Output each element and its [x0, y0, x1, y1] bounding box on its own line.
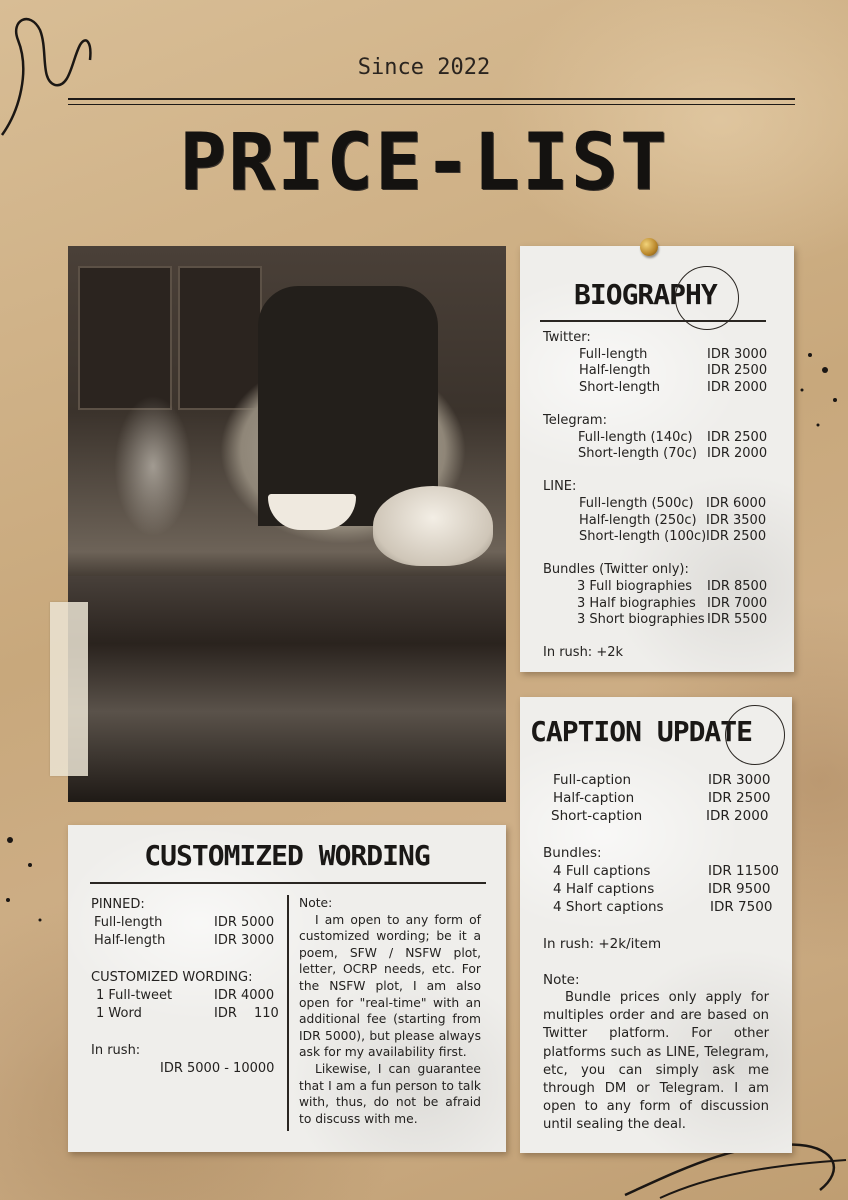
- vintage-cafe-photo: [68, 246, 506, 802]
- ink-splatter-right: [790, 330, 848, 450]
- biography-price: IDR 2500: [707, 363, 768, 379]
- pinned-label: PINNED:: [91, 897, 145, 912]
- caption-price: IDR 2000: [706, 808, 769, 825]
- biography-item: Short-length (100c): [579, 529, 707, 545]
- customized-wording-card: [68, 825, 506, 1152]
- masking-tape: [50, 602, 88, 776]
- bundles-label: Bundles:: [543, 844, 602, 861]
- biography-item: 3 Half biographies: [577, 595, 696, 611]
- circle-doodle: [725, 705, 785, 765]
- biography-item: Short-length (70c): [578, 446, 697, 462]
- caption-price: IDR 2500: [708, 790, 771, 807]
- header-rule-thin: [68, 104, 795, 105]
- caption-update-card: [520, 697, 792, 1153]
- biography-item: 3 Short biographies: [577, 612, 705, 628]
- caption-item: Full-caption: [553, 772, 632, 788]
- caption-update-title: CAPTION UPDATE: [530, 715, 753, 748]
- biography-price: IDR 2000: [707, 379, 768, 395]
- wording-note: [299, 895, 481, 1127]
- bundle-item: 4 Full captions: [553, 862, 651, 879]
- caption-note-text: Bundle prices only apply for multiples order and are based on Twitter platform. For other platforms such as LINE, Telegram, etc, you can simply ask me through DM or Telegram. I am open to any form of discussion until sealing the deal.: [543, 990, 769, 1133]
- biography-price: IDR 5500: [707, 612, 768, 628]
- push-pin: [640, 238, 658, 256]
- biography-price: IDR 6000: [706, 495, 767, 511]
- biography-price: IDR 3000: [707, 346, 768, 362]
- biography-group-label: Telegram:: [543, 412, 607, 428]
- bundle-price: IDR 9500: [708, 881, 771, 898]
- caption-price: IDR 3000: [708, 772, 771, 788]
- rush-label: In rush:: [91, 1042, 141, 1058]
- customized-wording-title: CUSTOMIZED WORDING: [144, 839, 430, 872]
- biography-rule: [540, 320, 766, 322]
- custom-price-prefix: IDR: [214, 1006, 237, 1022]
- pinned-item: Half-length: [94, 933, 166, 949]
- biography-item: Full-length (140c): [578, 429, 693, 445]
- custom-label: CUSTOMIZED WORDING:: [91, 969, 253, 985]
- wording-price-list: [91, 896, 281, 1078]
- wording-rule: [90, 882, 486, 884]
- caption-item: Half-caption: [553, 790, 635, 807]
- wording-note-p2: Likewise, I can guarantee that I am a fun person to talk with, thus, do not be afraid to discuss with me.: [299, 1061, 481, 1126]
- column-divider: [287, 895, 289, 1131]
- biography-title: BIOGRAPHY: [574, 278, 717, 311]
- rush-price: IDR 5000 - 10000: [160, 1060, 275, 1076]
- header-rule: [68, 98, 795, 100]
- caption-price-list: [543, 771, 779, 989]
- caption-item: Short-caption: [551, 808, 643, 825]
- biography-item: 3 Full biographies: [577, 578, 693, 594]
- biography-group-label: Bundles (Twitter only):: [543, 562, 689, 578]
- bundle-item: 4 Half captions: [553, 881, 655, 898]
- page-title: PRICE-LIST: [179, 118, 669, 208]
- biography-price: IDR 7000: [707, 595, 768, 611]
- pinned-price: IDR 3000: [214, 933, 275, 949]
- custom-item: 1 Word: [96, 1006, 142, 1022]
- biography-price: IDR 2000: [707, 446, 768, 462]
- biography-group-label: Twitter:: [543, 330, 591, 345]
- caption-note-label: Note:: [543, 972, 580, 989]
- caption-note: [543, 989, 769, 1135]
- bundle-item: 4 Short captions: [553, 899, 664, 916]
- custom-price: IDR 4000: [214, 987, 275, 1003]
- biography-item: Half-length (250c): [579, 512, 697, 528]
- bundle-price: IDR 11500: [708, 862, 779, 879]
- pinned-item: Full-length: [94, 915, 163, 931]
- caption-rush: In rush: +2k/item: [543, 935, 662, 952]
- wording-note-p1: I am open to any form of customized wording; be it a poem, SFW / NSFW plot, letter, OCRP needs, etc. For the NSFW plot, I am also open for "real-time" with an additional fee (starting from IDR 5000), but please always ask for my availability first.: [299, 912, 481, 1060]
- pinned-price: IDR 5000: [214, 915, 275, 931]
- biography-item: Full-length (500c): [579, 495, 694, 511]
- since-label: Since 2022: [357, 55, 491, 80]
- biography-price: IDR 8500: [707, 578, 768, 594]
- biography-price: IDR 2500: [706, 529, 767, 545]
- biography-price: IDR 3500: [706, 512, 767, 528]
- biography-item: Short-length: [579, 379, 661, 395]
- custom-price-value: 110: [254, 1006, 279, 1022]
- bundle-price: IDR 7500: [710, 899, 773, 916]
- biography-price-list: [543, 330, 773, 662]
- biography-group-label: LINE:: [543, 479, 577, 495]
- ink-splatter-left: [0, 820, 60, 950]
- biography-item: Half-length: [579, 363, 651, 379]
- wording-note-label: Note:: [299, 896, 333, 910]
- biography-card: [520, 246, 794, 672]
- biography-item: Full-length: [579, 346, 648, 362]
- custom-item: 1 Full-tweet: [96, 987, 173, 1003]
- biography-price: IDR 2500: [707, 429, 768, 445]
- biography-rush: In rush: +2k: [543, 645, 624, 661]
